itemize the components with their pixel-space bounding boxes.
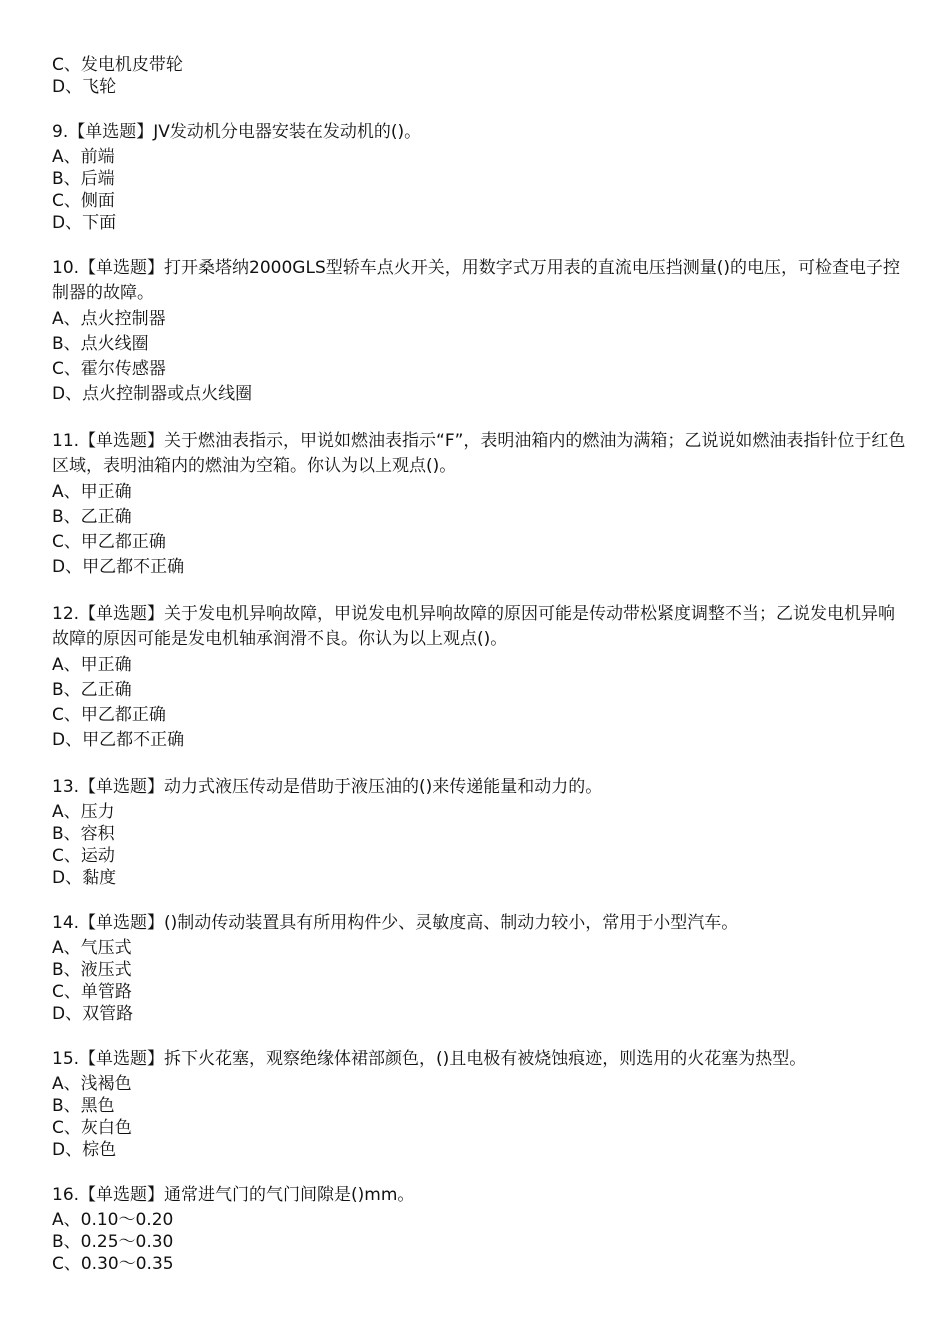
answer-option: C、甲乙都正确	[52, 705, 166, 725]
answer-option: A、前端	[52, 147, 115, 167]
question-block	[52, 54, 912, 98]
answer-option: D、棕色	[52, 1140, 117, 1160]
answer-option: A、点火控制器	[52, 309, 166, 329]
question-text: 10.【单选题】打开桑塔纳2000GLS型轿车点火开关，用数字式万用表的直流电压挡测量()的电压，可检查电子控制器的故障。	[52, 258, 900, 303]
answer-option: A、甲正确	[52, 482, 132, 502]
answer-option: C、0.30～0.35	[52, 1254, 174, 1274]
answer-option: D、下面	[52, 213, 117, 233]
answer-option: B、液压式	[52, 960, 132, 980]
question-block	[52, 1047, 912, 1161]
question-block	[52, 429, 912, 580]
answer-option: B、点火线圈	[52, 334, 149, 354]
answer-option: D、点火控制器或点火线圈	[52, 384, 253, 404]
answer-option: B、乙正确	[52, 680, 132, 700]
answer-option: B、乙正确	[52, 507, 132, 527]
answer-option: C、运动	[52, 846, 115, 866]
answer-option: C、霍尔传感器	[52, 359, 166, 379]
document-page	[52, 54, 912, 1275]
answer-option: D、双管路	[52, 1004, 134, 1024]
question-text: 14.【单选题】()制动传动装置具有所用构件少、灵敏度高、制动力较小，常用于小型汽车。	[52, 913, 739, 933]
question-text: 9.【单选题】JV发动机分电器安装在发动机的()。	[52, 122, 422, 142]
question-block	[52, 120, 912, 234]
answer-option: C、灰白色	[52, 1118, 132, 1138]
answer-option: A、甲正确	[52, 655, 132, 675]
question-text: 15.【单选题】拆下火花塞，观察绝缘体裙部颜色，()且电极有被烧蚀痕迹，则选用的火花塞为热型。	[52, 1049, 807, 1069]
answer-option: A、浅褐色	[52, 1074, 132, 1094]
question-block	[52, 911, 912, 1025]
answer-option: C、发电机皮带轮	[52, 55, 183, 75]
question-text: 11.【单选题】关于燃油表指示，甲说如燃油表指示“F”，表明油箱内的燃油为满箱；乙说说如燃油表指针位于红色区域，表明油箱内的燃油为空箱。你认为以上观点()。	[52, 431, 906, 476]
answer-option: A、压力	[52, 802, 115, 822]
answer-option: B、0.25～0.30	[52, 1232, 174, 1252]
question-block	[52, 775, 912, 889]
question-text: 16.【单选题】通常进气门的气门间隙是()mm。	[52, 1185, 415, 1205]
answer-option: C、甲乙都正确	[52, 532, 166, 552]
answer-option: D、甲乙都不正确	[52, 557, 185, 577]
answer-option: A、气压式	[52, 938, 132, 958]
question-block	[52, 256, 912, 407]
answer-option: D、飞轮	[52, 77, 117, 97]
answer-option: A、0.10～0.20	[52, 1210, 174, 1230]
answer-option: C、侧面	[52, 191, 115, 211]
answer-option: B、后端	[52, 169, 115, 189]
question-block	[52, 1183, 912, 1275]
question-block	[52, 602, 912, 753]
answer-option: C、单管路	[52, 982, 132, 1002]
question-text: 12.【单选题】关于发电机异响故障，甲说发电机异响故障的原因可能是传动带松紧度调整不当；乙说发电机异响故障的原因可能是发电机轴承润滑不良。你认为以上观点()。	[52, 604, 896, 649]
answer-option: D、甲乙都不正确	[52, 730, 185, 750]
answer-option: B、容积	[52, 824, 115, 844]
answer-option: D、黏度	[52, 868, 117, 888]
question-text: 13.【单选题】动力式液压传动是借助于液压油的()来传递能量和动力的。	[52, 777, 603, 797]
answer-option: B、黑色	[52, 1096, 115, 1116]
